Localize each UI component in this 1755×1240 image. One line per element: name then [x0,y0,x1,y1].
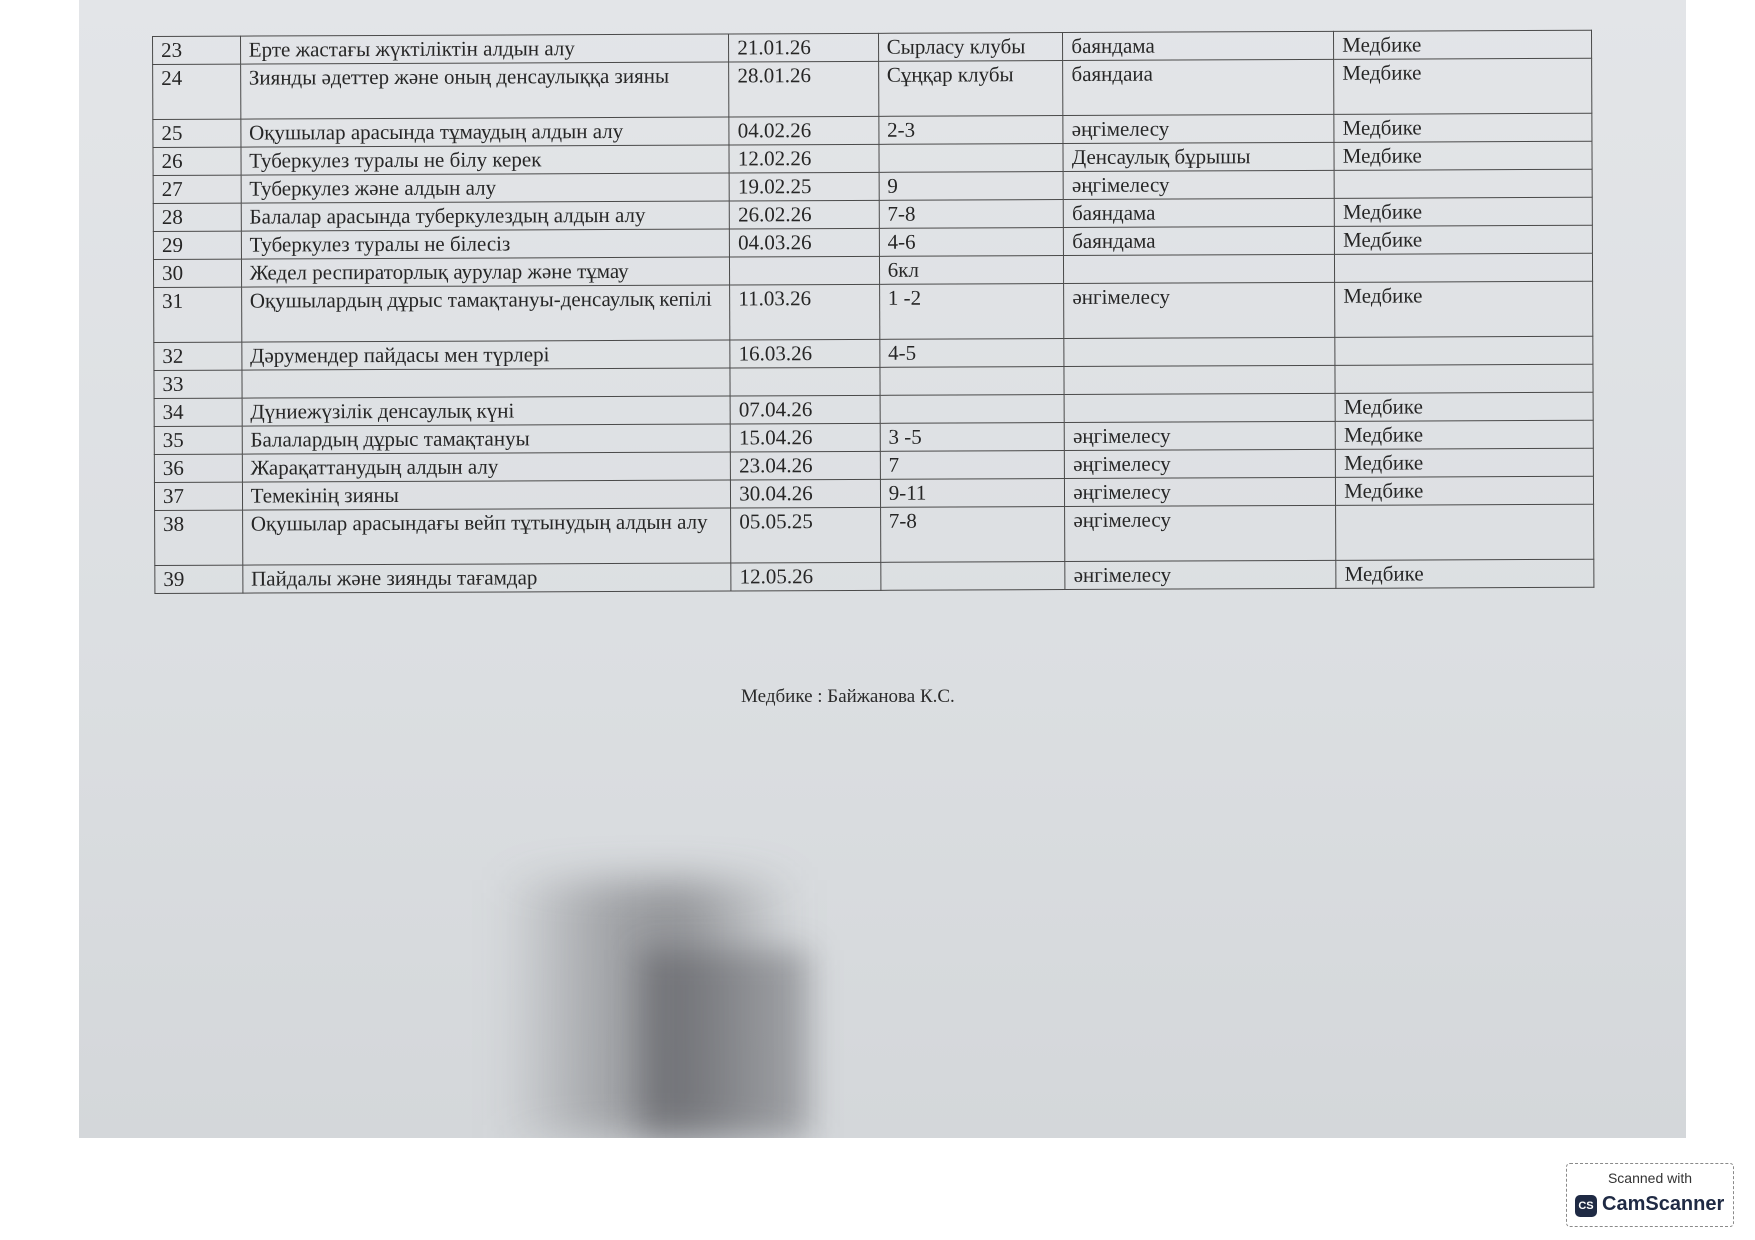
signature-line: Медбике : Байжанова К.С. [741,686,955,707]
cell-responsible: Медбике [1335,420,1593,449]
camscanner-badge [1566,1163,1734,1227]
cell-topic: Дүниежүзілік денсаулық күні [242,396,731,426]
cell-topic: Пайдалы және зиянды тағамдар [242,563,731,593]
cell-date: 21.01.26 [729,33,879,62]
cell-format: әнгімелесу [1065,560,1336,589]
cell-topic: Оқушылар арасында тұмаудың алдын алу [241,117,730,147]
cell-format: баяндама [1064,226,1335,255]
cell-topic [242,368,731,398]
cell-date: 04.03.26 [730,228,880,257]
cell-number: 26 [153,147,241,175]
cell-responsible: Медбике [1334,30,1592,59]
cell-number: 28 [153,203,241,231]
cell-number: 30 [153,259,241,287]
cell-format: әңгімелесу [1065,505,1336,561]
cell-topic: Зиянды әдеттер және оның денсаулыққа зияны [240,62,729,119]
cell-date: 16.03.26 [730,339,880,368]
cell-responsible [1335,364,1593,393]
cell-class: 4-6 [879,228,1064,257]
cell-format: әңгімелесу [1063,114,1334,143]
cell-format [1064,393,1335,422]
cell-responsible [1335,336,1593,365]
cell-date [730,367,880,396]
cell-responsible: Медбике [1336,448,1594,477]
cell-number: 34 [154,398,242,426]
cell-responsible: Медбике [1334,113,1592,142]
cell-class: 3 -5 [880,423,1065,452]
cell-format: әнгімелесу [1064,282,1335,338]
cell-class [880,395,1065,424]
table-row [155,504,1594,565]
cell-date [730,256,880,285]
table-row [153,58,1592,119]
cell-date: 12.02.26 [729,144,879,173]
cell-class [880,562,1065,591]
cell-responsible: Медбике [1336,559,1594,588]
cell-topic: Дәрумендер пайдасы мен түрлері [242,340,731,370]
cell-responsible: Медбике [1335,392,1593,421]
badge-caption: Scanned with [1607,1170,1693,1186]
cell-responsible: Медбике [1334,141,1592,170]
cell-format: баяндама [1063,31,1334,60]
cell-class: 9-11 [880,479,1065,508]
cell-class: 4-5 [880,339,1065,368]
cell-class [880,367,1065,396]
cell-format [1064,254,1335,283]
cell-number: 38 [155,510,243,565]
cell-responsible: Медбике [1336,476,1594,505]
table-row [154,281,1593,342]
cell-format [1064,337,1335,366]
cell-class: 7-8 [879,200,1064,229]
cell-class: Сұңқар клубы [878,61,1063,117]
badge-brand: CamScanner [1602,1193,1725,1215]
cell-topic: Жарақаттанудың алдын алу [242,452,731,482]
cell-date: 11.03.26 [730,284,880,340]
cell-number: 39 [155,565,243,593]
cell-format: әңгімелесу [1065,449,1336,478]
cell-number: 31 [154,287,242,342]
cell-date: 28.01.26 [729,61,879,117]
cell-format: баяндаиа [1063,59,1334,115]
scanned-page [79,0,1686,1138]
cell-topic: Туберкулез және алдын алу [241,173,730,203]
cell-number: 23 [153,36,241,64]
cell-date: 15.04.26 [730,423,880,452]
cell-class: Сырласу клубы [878,33,1063,62]
cell-date: 26.02.26 [729,200,879,229]
cell-responsible [1335,253,1593,282]
cell-date: 12.05.26 [731,562,881,591]
cell-class: 2-3 [879,116,1064,145]
cell-class: 9 [879,172,1064,201]
cell-topic: Оқушылардың дұрыс тамақтануы-денсаулық кепілі [241,285,730,342]
cell-number: 37 [154,482,242,510]
cell-responsible [1334,169,1592,198]
cell-date: 07.04.26 [730,395,880,424]
cell-number: 24 [153,64,241,119]
cell-number: 33 [154,370,242,398]
cell-date: 19.02.25 [729,172,879,201]
cell-number: 27 [153,175,241,203]
cell-topic: Темекінің зияны [242,480,731,510]
cell-topic: Балалардың дұрыс тамақтануы [242,424,731,454]
schedule-table-body [153,30,1594,593]
cell-number: 25 [153,119,241,147]
cell-number: 32 [154,342,242,370]
cell-topic: Балалар арасында туберкулездың алдын алу [241,201,730,231]
cell-responsible: Медбике [1334,58,1592,114]
cell-class: 6кл [879,256,1064,285]
table-row [155,559,1594,593]
cell-date: 30.04.26 [731,479,881,508]
cell-number: 36 [154,454,242,482]
cell-format: баяндама [1064,198,1335,227]
schedule-table [152,30,1594,594]
cell-date: 05.05.25 [731,507,881,563]
cell-class: 7 [880,451,1065,480]
cell-topic: Туберкулез туралы не білесіз [241,229,730,259]
cell-date: 04.02.26 [729,116,879,145]
cell-format [1064,365,1335,394]
cell-class: 7-8 [880,507,1065,563]
cell-format: әңгімелесу [1063,170,1334,199]
cell-class: 1 -2 [879,284,1064,340]
cell-responsible [1336,504,1594,560]
cell-responsible: Медбике [1335,281,1593,337]
cell-format: Денсаулық бұрышы [1063,142,1334,171]
cell-responsible: Медбике [1334,197,1592,226]
cell-topic: Оқушылар арасындағы вейп тұтынудың алдын алу [242,508,731,565]
cell-format: әңгімелесу [1065,477,1336,506]
cell-topic: Жедел респираторлық аурулар және тұмау [241,257,730,287]
cell-responsible: Медбике [1335,225,1593,254]
cell-format: әңгімелесу [1065,421,1336,450]
cell-date: 23.04.26 [731,451,881,480]
cell-number: 35 [154,426,242,454]
cell-class [879,144,1064,173]
page-shadow-core [639,950,809,1138]
cell-number: 29 [153,231,241,259]
camscanner-logo-icon: CS [1575,1195,1597,1217]
cell-topic: Ерте жастағы жүктіліктін алдын алу [240,34,729,64]
cell-topic: Туберкулез туралы не білу керек [241,145,730,175]
